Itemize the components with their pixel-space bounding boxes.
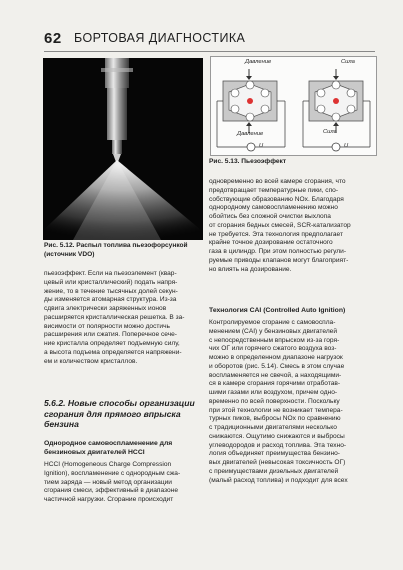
- heading-line: сгорания для прямого впрыска: [44, 408, 181, 419]
- text-line: частичной нагрузки. Сгорание происходит: [44, 496, 174, 503]
- text-line: вых двигателей (невысокая токсичность ОГ): [209, 459, 346, 466]
- text-line: логия объединяет преимущества бензино-: [209, 450, 340, 458]
- figure-caption-right: Рис. 5.13. Пьезоэффект: [209, 158, 287, 165]
- text-line: жение, то в течение тысячных долей секун-: [44, 287, 178, 295]
- heading-line: бензина: [44, 419, 79, 429]
- text-line: а высота подъема определяется напряжени-: [44, 348, 182, 356]
- text-line: HCCI (Homogeneous Charge Compression: [44, 461, 172, 468]
- section-heading: [44, 398, 203, 430]
- header-rule: [44, 51, 375, 52]
- text-line: (малый расход топлива) и подходит для всех: [209, 476, 348, 484]
- text-line: и оборотов (рис. 5.14). Смесь в этом случае: [209, 362, 345, 370]
- text-line: крайне точное дозирование остаточного: [209, 239, 333, 247]
- text-line: сдвига электрически заряженных ионов: [44, 305, 167, 312]
- text-line: ды изменяется атомарная структура. Из-за: [44, 296, 177, 304]
- piezo-diagram-graphic: [211, 57, 376, 155]
- text-line: расширяется кристаллическая решетка. В за-: [44, 313, 185, 321]
- text-line: одновременно во всей камере сгорания, что: [209, 178, 346, 185]
- text-line: обойтись без сложной очистки выхлопа: [209, 213, 331, 220]
- text-line: можно в определенном диапазоне нагрузок: [209, 354, 343, 361]
- text-line: не требуется. Эта технология предполагает: [209, 230, 344, 238]
- text-line: турных пиков, выбросы NOx по сравнению: [209, 415, 341, 423]
- text-line: временно по всей поверхности. Поскольку: [209, 397, 340, 405]
- text-line: менением (CAI) у бензиновых двигателей: [209, 327, 338, 335]
- text-line: воспламеняется не свечой, а находящими-: [209, 371, 342, 379]
- text-line: собствующие образованию NOx. Благодаря: [209, 195, 344, 203]
- subheading-hcci: [44, 440, 203, 458]
- figure-caption-left: Рис. 5.12. Распыл топлива пьезофорсункой (источник VDO): [44, 242, 188, 258]
- text-line: однородному самовоспламенению можно: [209, 204, 338, 212]
- label-pressure-top: Давление: [245, 59, 272, 65]
- fuel-spray-photo: [43, 58, 203, 240]
- page-header: [44, 30, 374, 50]
- label-force-top: Сила: [341, 59, 355, 65]
- text-line: газа в цилиндр. При этом полностью регули-: [209, 248, 347, 255]
- text-line: расширения или сжатия. Поперечное сече-: [44, 331, 177, 339]
- right-column-paragraph: [209, 178, 375, 274]
- text-line: висимости от полярности можно достичь: [44, 322, 170, 330]
- subheading-cai: Технология CAI (Controlled Auto Ignition): [209, 307, 346, 314]
- label-pressure-bottom: Давление: [237, 131, 264, 137]
- subheading-line: Однородное самовоспламенение для: [44, 440, 173, 447]
- text-line: тием заряда — новый метод организации: [44, 478, 172, 486]
- text-line: сгорания смеси, эффективный в диапазоне: [44, 487, 178, 495]
- text-line: руемые приводы клапанов могут благоприят-: [209, 256, 349, 264]
- text-line: Контролируемое сгорание с самовоспла-: [209, 319, 336, 326]
- label-force-bottom: Сила: [323, 129, 337, 135]
- text-line: чих ОГ или горячего сжатого воздуха воз-: [209, 345, 337, 353]
- text-line: но влиять на дозирование.: [209, 265, 292, 273]
- label-voltage-left: U: [259, 143, 264, 149]
- text-line: углеводородов и расход топлива. Эта техно-: [209, 441, 347, 449]
- heading-line: 5.6.2. Новые способы организации: [44, 398, 195, 408]
- text-line: с традиционными двигателями несколько: [209, 424, 337, 431]
- text-line: предотвращает температурные пики, спо-: [209, 186, 339, 194]
- subheading-line: бензиновых двигателей HCCI: [44, 448, 145, 456]
- page-number: 62: [44, 30, 62, 47]
- label-voltage-right: U: [344, 143, 349, 149]
- text-line: шими газами или воздухом, причем одно-: [209, 389, 338, 396]
- text-line: пьезоэффект. Если на пьезоэлемент (квар-: [44, 270, 177, 277]
- spray-illustration: [43, 58, 203, 240]
- text-line: от сгорания бедных смесей, SCR-катализатор: [209, 221, 351, 229]
- text-line: Ignition), воспламенение с однородным сжа-: [44, 469, 181, 477]
- piezo-effect-diagram: [210, 56, 377, 156]
- running-title: БОРТОВАЯ ДИАГНОСТИКА: [74, 31, 246, 45]
- left-column-paragraph: [44, 270, 203, 366]
- text-line: при этой технологии не возникает темпера-: [209, 406, 343, 414]
- text-line: ем и количеством кристаллов.: [44, 357, 138, 365]
- text-line: с непосредственным впрыском из-за горя-: [209, 336, 340, 344]
- text-line: ся в камере сгорания горячими отработав-: [209, 380, 341, 388]
- text-line: ние кристалла определяет подъемную силу,: [44, 340, 180, 347]
- text-line: снижаются. Ощутимо снижаются и выбросы: [209, 432, 345, 440]
- right-column-paragraph-cai: [209, 319, 375, 485]
- text-line: цевый или кристаллический) подать напря-: [44, 278, 178, 286]
- left-column-paragraph-hcci: [44, 461, 203, 505]
- text-line: с преимуществами дизельных двигателей: [209, 467, 339, 475]
